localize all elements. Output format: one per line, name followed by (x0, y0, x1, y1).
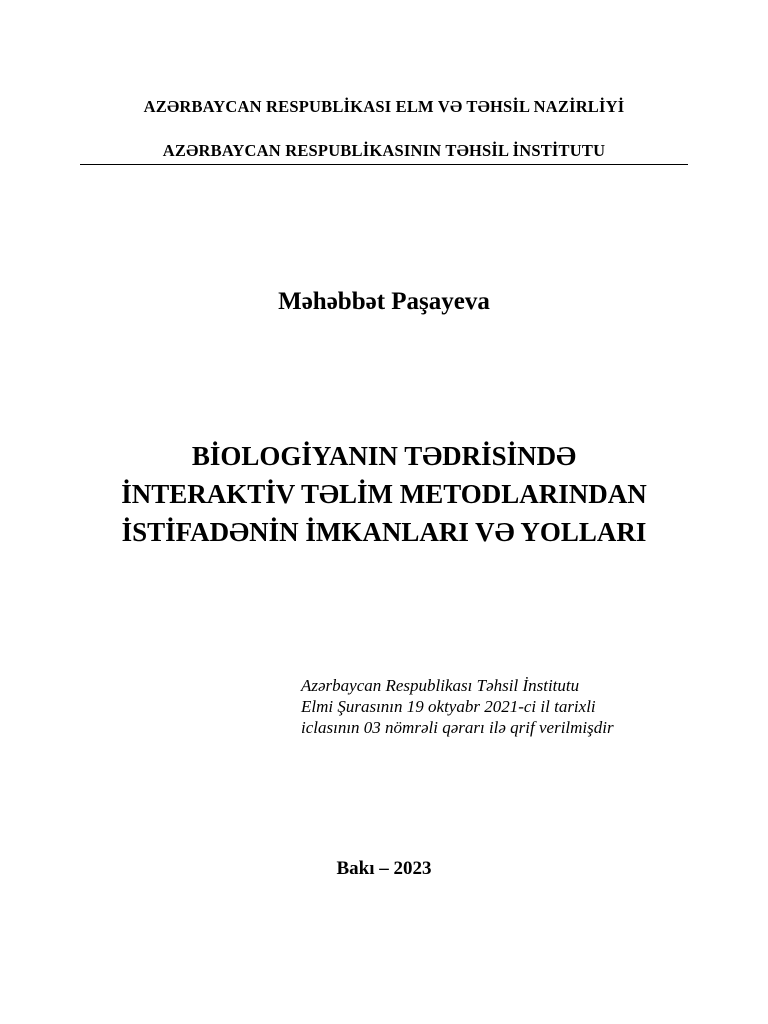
author-name: Məhəbbət Paşayeva (278, 288, 490, 315)
book-title-line-2: İNTERAKTİV TƏLİM METODLARINDAN (121, 479, 647, 509)
header-divider (80, 164, 688, 165)
book-title-line-1: BİOLOGİYANIN TƏDRİSİNDƏ (191, 441, 577, 471)
ministry-heading: AZƏRBAYCAN RESPUBLİKASI ELM VƏ TƏHSİL NAZİRLİYİ (143, 97, 625, 116)
approval-note-line-3: iclasının 03 nömrəli qərarı ilə qrif verilmişdir (301, 718, 614, 737)
approval-note-line-1: Azərbaycan Respublikası Təhsil İnstitutu (301, 676, 580, 695)
institute-heading: AZƏRBAYCAN RESPUBLİKASININ TƏHSİL İNSTİTUTU (162, 141, 606, 160)
approval-note (301, 675, 614, 738)
book-title (0, 437, 768, 551)
book-title-line-3: İSTİFADƏNİN İMKANLARI VƏ YOLLARI (121, 517, 647, 547)
approval-note-line-2: Elmi Şurasının 19 oktyabr 2021-ci il tarixli (301, 697, 596, 716)
publication-place-year: Bakı – 2023 (336, 858, 432, 879)
